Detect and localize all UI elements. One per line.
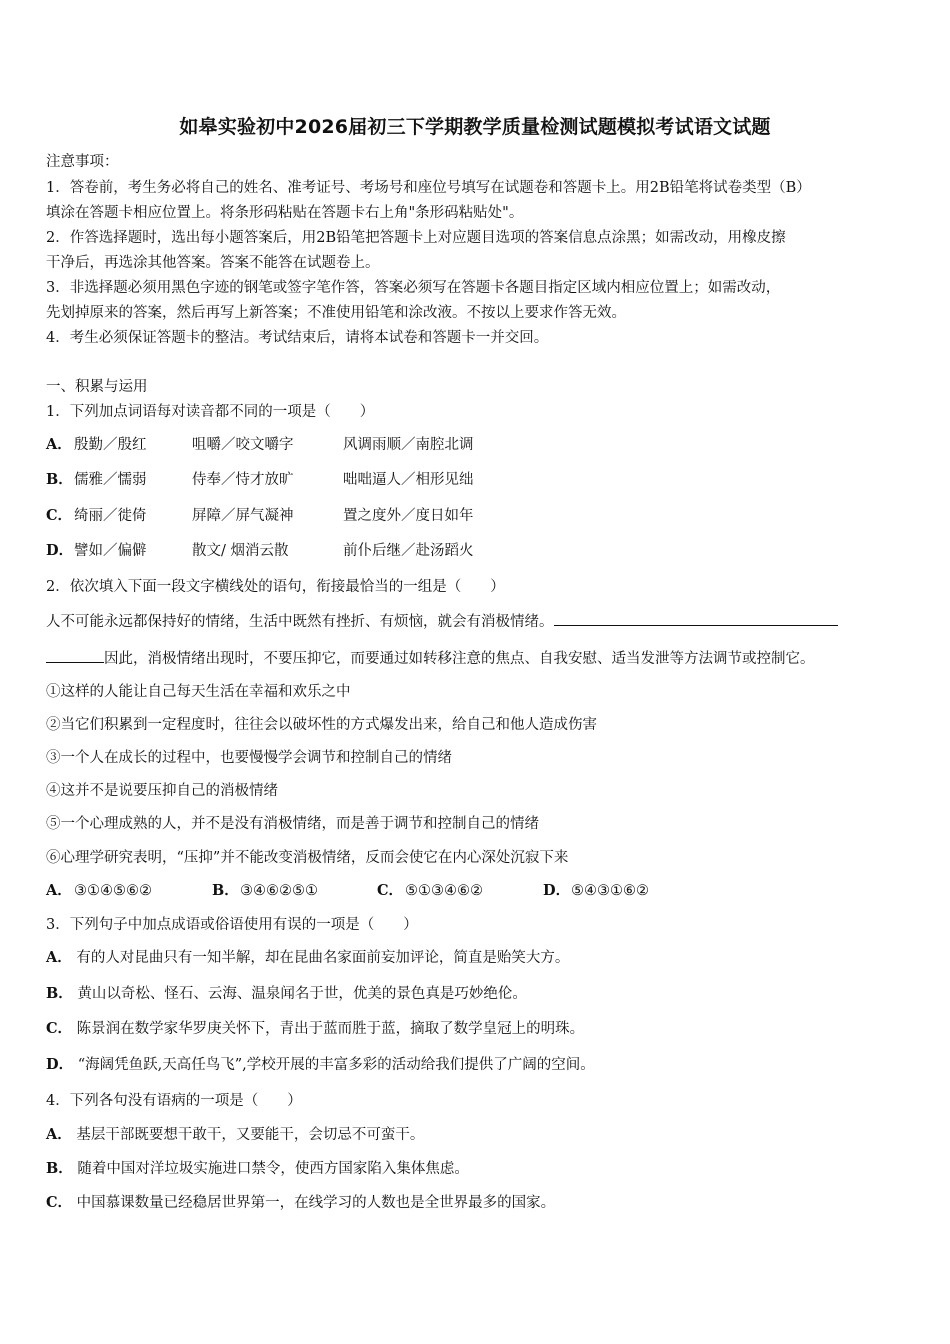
notice-line: 先划掉原来的答案，然后再写上新答案；不准使用铅笔和涂改液。不按以上要求作答无效。 [46, 305, 626, 321]
option-text: 黄山以奇松、怪石、云海、温泉闻名于世，优美的景色真是巧妙绝伦。 [77, 986, 527, 1002]
q2-item: ①这样的人能让自己每天生活在幸福和欢乐之中 [46, 684, 351, 700]
page-title: 如皋实验初中2026届初三下学期教学质量检测试题模拟考试语文试题 [179, 116, 771, 138]
option-part: 咄咄逼人／相形见绌 [343, 472, 474, 488]
option-label: C． [46, 1194, 73, 1211]
option-label: A． [46, 949, 72, 966]
option-label: C． [377, 882, 404, 899]
fill-blank-line [46, 648, 104, 663]
q2-paragraph [46, 648, 815, 669]
q3-option-a [46, 948, 569, 968]
question-stem-1: 1．下列加点词语每对读音都不同的一项是（ ） [46, 404, 375, 420]
q2-paragraph-text: 人不可能永远都保持好的情绪，生活中既然有挫折、有烦恼，就会有消极情绪。 [46, 614, 554, 630]
section-heading: 一、积累与运用 [46, 379, 148, 395]
q4-option-a [46, 1125, 424, 1145]
notice-line: 3．非选择题必须用黑色字迹的钢笔或签字笔作答，答案必须写在答题卡各题目指定区域内相应位置上；如需改动， [46, 280, 781, 296]
option-label: A． [46, 882, 72, 899]
option-label: B． [46, 985, 73, 1002]
q2-paragraph-text: 因此，消极情绪出现时，不要压抑它，而要通过如转移注意的焦点、自我安慰、适当发泄等方法调节或控制它。 [104, 651, 815, 667]
option-part: 绮丽／徙倚 [74, 508, 147, 524]
option-text: 中国慕课数量已经稳居世界第一，在线学习的人数也是全世界最多的国家。 [76, 1195, 556, 1211]
q3-option-d [46, 1055, 595, 1075]
notice-line: 填涂在答题卡相应位置上。将条形码粘贴在答题卡右上角"条形码粘贴处"。 [46, 205, 524, 221]
option-label: A． [46, 1126, 72, 1143]
option-text: 有的人对昆曲只有一知半解，却在昆曲名家面前妄加评论，简直是贻笑大方。 [76, 950, 570, 966]
q2-item: ④这并不是说要压抑自己的消极情绪 [46, 783, 278, 799]
option-text: 陈景润在数学家华罗庚关怀下，青出于蓝而胜于蓝，摘取了数学皇冠上的明珠。 [76, 1021, 585, 1037]
option-label: A． [46, 436, 72, 453]
option-part: 咀嚼／咬文嚼字 [192, 437, 294, 453]
option-label: B． [212, 882, 239, 899]
option-text: 基层干部既要想干敢干，又要能干，会切忌不可蛮干。 [76, 1127, 425, 1143]
option-label: B． [46, 471, 73, 488]
notice-line: 2．作答选择题时，选出每小题答案后，用2B铅笔把答题卡上对应题目选项的答案信息点涂黑；如需改动，用橡皮擦 [46, 230, 786, 246]
option-part: 侍奉／恃才放旷 [192, 472, 294, 488]
option-label: C． [46, 1020, 73, 1037]
notice-line: 干净后，再选涂其他答案。答案不能答在试题卷上。 [46, 255, 380, 271]
q3-option-b [46, 984, 527, 1004]
option-part: 风调雨顺／南腔北调 [343, 437, 474, 453]
option-part: 置之度外／度日如年 [343, 508, 474, 524]
q2-item: ③一个人在成长的过程中，也要慢慢学会调节和控制自己的情绪 [46, 750, 452, 766]
option-text: “海阔凭鱼跃,天高任鸟飞”,学校开展的丰富多彩的活动给我们提供了广阔的空间。 [77, 1057, 595, 1073]
notice-line: 1．答卷前，考生务必将自己的姓名、准考证号、考场号和座位号填写在试题卷和答题卡上。用2B铅笔将试卷类型（B） [46, 180, 811, 196]
notice-line: 4．考生必须保证答题卡的整洁。考试结束后，请将本试卷和答题卡一并交回。 [46, 330, 549, 346]
q2-item: ⑥心理学研究表明，“压抑”并不能改变消极情绪，反而会使它在内心深处沉寂下来 [46, 850, 569, 866]
q3-option-c [46, 1019, 584, 1039]
question-stem-2: 2．依次填入下面一段文字横线处的语句，衔接最恰当的一组是（ ） [46, 579, 505, 595]
q2-paragraph [46, 611, 838, 632]
q4-option-b [46, 1159, 469, 1179]
option-label: C． [46, 507, 73, 524]
option-label: D． [46, 1056, 74, 1073]
q2-item: ⑤一个心理成熟的人，并不是没有消极情绪，而是善于调节和控制自己的情绪 [46, 816, 539, 832]
option-text: ③④⑥②⑤① [240, 883, 318, 899]
q2-item: ②当它们积累到一定程度时，往往会以破坏性的方式爆发出来，给自己和他人造成伤害 [46, 717, 597, 733]
option-part: 譬如／偏僻 [74, 543, 147, 559]
option-label: B． [46, 1160, 73, 1177]
option-part: 屏障／屏气凝神 [192, 508, 294, 524]
option-text: 随着中国对洋垃圾实施进口禁令，使西方国家陷入集体焦虑。 [77, 1161, 469, 1177]
fill-blank-line [554, 611, 838, 626]
option-text: ③①④⑤⑥② [74, 883, 152, 899]
option-part: 前仆后继／赴汤蹈火 [343, 543, 474, 559]
option-text: ⑤①③④⑥② [405, 883, 483, 899]
option-part: 殷勤／殷红 [74, 437, 147, 453]
option-label: D． [46, 542, 74, 559]
notice-heading: 注意事项： [46, 154, 119, 170]
option-label: D． [543, 882, 571, 899]
option-part: 散文/ 烟消云散 [192, 543, 289, 559]
question-stem-4: 4．下列各句没有语病的一项是（ ） [46, 1093, 302, 1109]
option-part: 儒雅／懦弱 [74, 472, 147, 488]
q4-option-c [46, 1193, 555, 1213]
question-stem-3: 3．下列句子中加点成语或俗语使用有误的一项是（ ） [46, 917, 418, 933]
option-text: ⑤④③①⑥② [571, 883, 649, 899]
